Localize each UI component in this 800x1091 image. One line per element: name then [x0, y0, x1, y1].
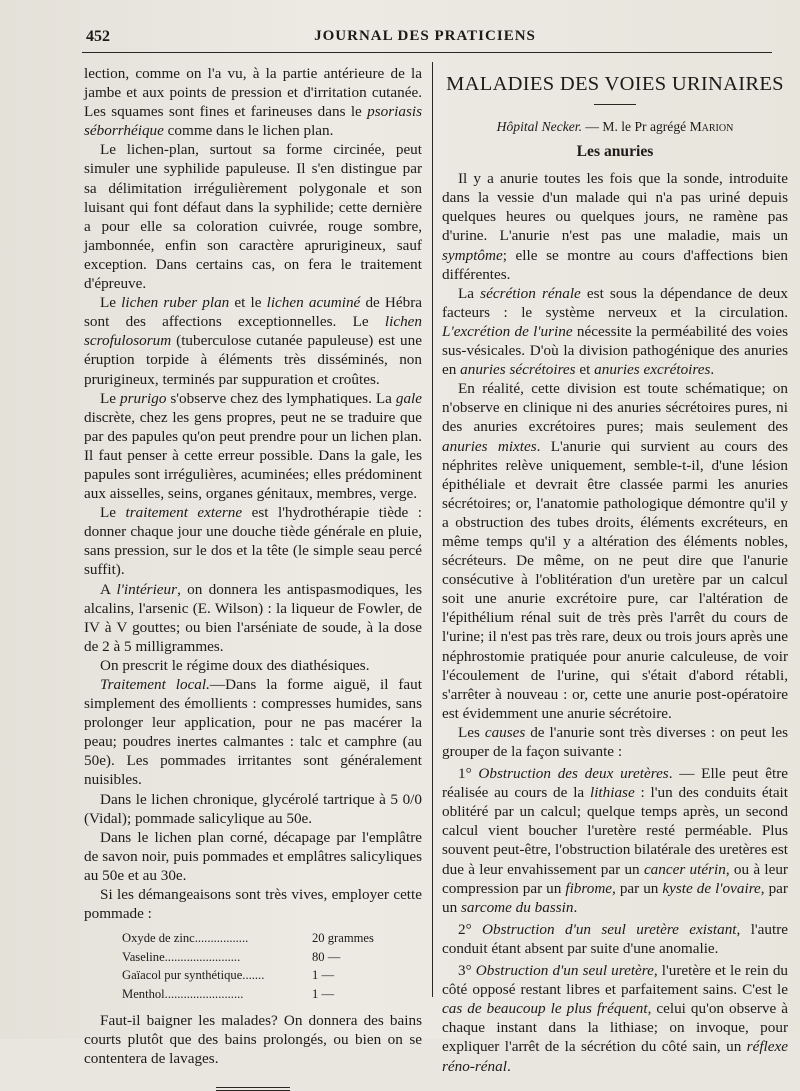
paragraph — [84, 828, 422, 885]
text-run: ; elle se montre au cours d'affections bien différentes. — [442, 246, 788, 283]
text-run: et le — [229, 294, 267, 312]
italic-text: anuries mixtes — [442, 437, 537, 455]
text-run: est l'hydrothérapie tiède : donner chaque jour une douche tiède générale en pluie, sans pression, sur le dos et la tête (le simple seau percé suffit). — [84, 504, 422, 579]
paragraph — [84, 1011, 422, 1068]
paragraph — [84, 503, 422, 579]
text-run: et — [575, 361, 595, 379]
left-column-closing — [84, 1011, 422, 1068]
italic-text: traitement externe — [125, 504, 243, 522]
ingredient-quantity: 20 grammes — [312, 931, 374, 946]
italic-text: causes — [484, 723, 526, 741]
italic-text: Traitement local. — [100, 676, 210, 693]
text-run: On prescrit le régime doux des diathésiques. — [100, 656, 370, 674]
italic-text: anuries excrétoires — [594, 361, 711, 379]
text-run: —Dans la forme aiguë, il faut simplement des émollients : compresses humides, sans prolonger leur application, pour ne pas macérer la peau; poudres inertes calmantes : talc et camphre (au 50e). Les pommades irritantes sont généralement nuisibles. — [84, 676, 422, 789]
byline-separator: — M. le Pr agrégé — [581, 119, 690, 134]
paragraph — [442, 169, 788, 284]
text-run: . — [506, 1057, 511, 1075]
italic-text: sécrétion rénale — [480, 284, 581, 302]
text-run: , l'autre conduit étant absent par suite d'une anomalie. — [442, 920, 789, 957]
paragraph — [84, 790, 422, 828]
text-run: . L'anurie qui survient au cours des néphrites relève uniquement, semble-t-il, d'une lésion épithéliale et devrait être classée parmi les anuries sécrétoires; or, l'anatomie pathologique démontre qu'il y a obstruction des tubes droits, éléments excréteurs, en même temps qu'il y a altération des éléments nobles, sécréteurs. De même, on ne peut dire que l'anurie consécutive à l'oblitération d'un uretère par un calcul soit une anurie excrétoire pure, car l'altération de l'épithélium rénal suit de très près l'arrêt du cours de l'urine; il n'est pas très rare, deux ou trois jours après une néphrostomie pratiquée pour anurie calculeuse, de voir l'écoulement de l'urine, qui s'était d'abord rétabli, s'arrêter à nouveau : or, cette une anurie post-opératoire est évidemment une anurie sécrétoire. — [442, 437, 788, 722]
italic-text: réflexe réno-rénal — [442, 1038, 788, 1075]
ingredient-name: Menthol......................... — [122, 986, 244, 1001]
column-divider — [432, 62, 433, 997]
left-column-text — [84, 64, 422, 923]
ingredient-quantity: 1 — — [312, 968, 335, 983]
running-header — [82, 26, 768, 50]
article-end-rule — [216, 1087, 290, 1091]
byline-place: Hôpital Necker. — [496, 119, 582, 134]
text-run: , par un — [612, 879, 663, 897]
text-run: de l'anurie sont très diverses : on peut les grouper de la façon suivante : — [442, 723, 788, 760]
paragraph — [442, 379, 788, 723]
text-run: : l'un des conduits était oblitéré par un calcul; quelque temps après, un second calcul vient boucher l'uretère resté perméable. Plus souvent peut-être, l'obstruction bilatérale des uretères est due à leur envahissement par un — [442, 784, 788, 878]
italic-text: cancer utérin — [643, 860, 726, 878]
paragraph — [84, 675, 422, 790]
left-column — [84, 64, 422, 1091]
italic-text: Obstruction des deux uretères — [478, 765, 669, 783]
italic-text: fibrome — [565, 879, 613, 897]
text-run: , on donnera les antispasmodiques, les alcalins, l'arsenic (E. Wilson) : la liqueur de Fowler, de IV à V gouttes; ou bien l'arséniate de soude, à la dose de 2 à 5 milligrammes. — [84, 580, 422, 655]
text-run: Le lichen-plan, surtout sa forme circinée, peut simuler une syphilide papuleuse. Il s'en distingue par sa délimitation irrégulièrement polygonale et son luisant qui font défaut dans la syphilide; cette dernière a pour elle sa coloration cuivrée, rouge sombre, jambonnée, enfin son caractère aprurigineux, sauf exception. Dans certains cas, on fera le traitement d'épreuve. — [84, 141, 422, 293]
text-run: discrète, chez les gens propres, peut ne se traduire que par des papules qu'on peut prendre pour un lichen plan. Il faut penser à cette erreur possible. Dans la gale, les papules sont irrégulières, acuminées; elles prédominent aux aisselles, seins, organes génitaux, membres, verge. — [84, 408, 422, 503]
text-run: Il y a anurie toutes les fois que la sonde, introduite dans la vessie d'un malade qui n'a pas uriné depuis quelques heures ou quelques jours, ne ramène pas d'urine. L'anurie n'est pas une maladie, mais un — [442, 170, 788, 245]
italic-text: lithiase — [589, 784, 635, 802]
text-run: En réalité, cette division est toute schématique; on n'observe en clinique ni des anuries sécrétoires pures, ni des anuries excrétoires pures; mais seulement des — [442, 380, 788, 436]
paragraph — [84, 140, 422, 293]
italic-text: lichen ruber plan — [121, 294, 230, 312]
prescription-formula — [122, 929, 392, 1003]
ingredient-name: Gaïacol pur synthétique....... — [122, 968, 265, 983]
page-number: 452 — [86, 28, 110, 45]
italic-text: l'intérieur — [116, 580, 178, 598]
ingredient-quantity: 1 — — [312, 986, 335, 1001]
paragraph — [84, 580, 422, 656]
paragraph — [442, 764, 788, 917]
paragraph — [84, 293, 422, 388]
paragraph — [442, 723, 788, 761]
formula-row — [122, 985, 392, 1004]
italic-text: sarcome du bassin — [460, 898, 574, 916]
text-run: 2° — [458, 920, 483, 938]
italic-text: cas de beaucoup le plus fréquent — [442, 1000, 648, 1018]
article-byline — [442, 117, 788, 136]
text-run: . — [573, 898, 578, 916]
text-run: La — [458, 284, 481, 302]
italic-text: kyste de l'ovaire — [662, 879, 761, 897]
paragraph — [84, 885, 422, 923]
byline-author: Marion — [689, 119, 734, 134]
section-title: MALADIES DES VOIES URINAIRES — [446, 73, 784, 95]
paragraph — [84, 389, 422, 504]
italic-text: psoriasis séborrhéique — [84, 103, 422, 140]
italic-text: symptôme — [442, 246, 503, 264]
italic-text: lichen scrofulosorum — [84, 313, 422, 350]
text-run: , ou à leur compression par un — [442, 860, 788, 897]
text-run: . — [710, 361, 715, 379]
text-run: s'observe chez des lymphatiques. La — [166, 389, 396, 407]
text-run: comme dans le lichen plan. — [163, 122, 334, 140]
formula-row — [122, 929, 392, 948]
right-column — [442, 64, 788, 1076]
text-run: 3° — [458, 962, 476, 980]
formula-row — [122, 966, 392, 985]
title-rule — [594, 104, 636, 105]
text-run: 1° — [458, 765, 479, 783]
ingredient-name: Vaseline........................ — [122, 949, 241, 964]
text-run: Dans le lichen plan corné, décapage par l'emplâtre de savon noir, puis pommades et emplâtres salicyliques au 50e et au 30e. — [84, 828, 422, 884]
header-rule — [82, 52, 772, 53]
italic-text: gale — [395, 389, 422, 407]
ingredient-quantity: 80 — — [312, 949, 341, 964]
text-run: A — [100, 580, 117, 598]
text-run: Le — [100, 504, 126, 522]
paragraph — [442, 961, 788, 1076]
text-run: Le — [100, 389, 120, 407]
italic-text: anuries sécrétoires — [460, 361, 576, 379]
paragraph — [84, 64, 422, 140]
text-run: Les — [458, 723, 485, 741]
paragraph — [84, 656, 422, 675]
text-run: , par un — [442, 879, 788, 916]
journal-title: JOURNAL DES PRATICIENS — [314, 28, 536, 44]
text-run: , celui qu'on observe à chaque instant dans la lithiase; on invoque, pour expliquer l'arrêt de la sécrétion du côté sain, un — [442, 1000, 788, 1056]
italic-text: prurigo — [120, 389, 167, 407]
italic-text: L'excrétion de l'urine — [442, 322, 573, 340]
text-run: Si les démangeaisons sont très vives, employer cette pommade : — [84, 886, 422, 923]
text-run: de Hébra sont des affections exceptionnelles. Le — [84, 294, 423, 331]
text-run: (tuberculose cutanée papuleuse) est une éruption torpide à éléments très disséminés, non prurigineux, terminés par suppuration et croûtes. — [84, 332, 422, 388]
text-run: . — Elle peut être réalisée au cours de la — [442, 765, 788, 802]
text-run: Faut-il baigner les malades? On donnera des bains courts plutôt que des bains prolongés, ou bien on se contentera de lavages. — [84, 1012, 422, 1068]
ingredient-name: Oxyde de zinc................. — [122, 931, 249, 946]
italic-text: lichen acuminé — [266, 294, 361, 312]
formula-row — [122, 948, 392, 967]
right-column-text — [442, 169, 788, 1075]
text-run: Dans le lichen chronique, glycérolé tartrique à 5 0/0 (Vidal); pommade salicylique au 50e. — [84, 790, 422, 827]
italic-text: Obstruction d'un seul uretère — [475, 962, 654, 980]
text-run: nécessite la perméabilité des voies sus-vésicales. D'où la division pathogénique des anuries en — [442, 322, 789, 379]
text-run: est sous la dépendance de deux facteurs : le système nerveux et la circulation. — [442, 284, 788, 321]
paragraph — [442, 920, 788, 958]
italic-text: Obstruction d'un seul uretère existant — [482, 920, 737, 938]
text-run: lection, comme on l'a vu, à la partie antérieure de la jambe et aux points de pression et d'irritation cutanée. Les squames sont fines et farineuses dans le — [84, 65, 422, 121]
paragraph — [442, 284, 788, 379]
text-run: , l'uretère et le rein du côté opposé restant libres et parfaitement sains. C'est le — [442, 962, 789, 999]
article-subtitle: Les anuries — [576, 143, 654, 161]
text-run: Le — [100, 294, 122, 312]
